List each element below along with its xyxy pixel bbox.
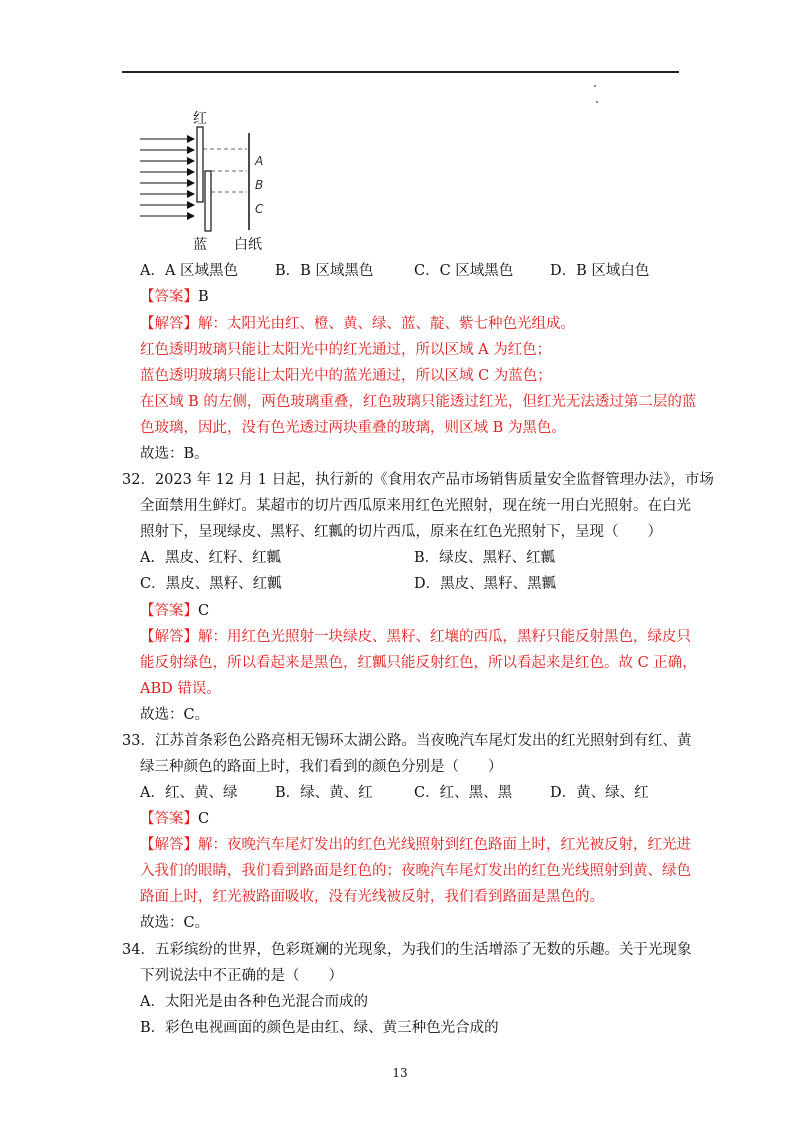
- region-c: C: [255, 202, 264, 216]
- q34-option-a: A．太阳光是由各种色光混合而成的: [140, 994, 368, 1010]
- label-blue: 蓝: [193, 237, 207, 253]
- region-b: B: [255, 178, 264, 192]
- answer-value: B: [198, 289, 209, 305]
- analysis-text: 解：太阳光由红、橙、黄、绿、蓝、靛、紫七种色光组成。: [198, 316, 575, 332]
- q33-analysis-line: 路面上时，红光被路面吸收，没有光线被反射，我们看到路面是黑色的。: [140, 889, 604, 905]
- q33-analysis-line: [140, 835, 691, 855]
- q31-option-a: A．A 区域黑色: [140, 263, 239, 279]
- q33-analysis-line: 入我们的眼睛，我们看到路面是红色的；夜晚汽车尾灯发出的红色光线照射到黄、绿色: [140, 863, 691, 879]
- incident-light-rays: [140, 139, 194, 216]
- analysis-tag: 【解答】: [140, 316, 198, 332]
- header-dot: [594, 85, 596, 87]
- q34-option-b: B．彩色电视画面的颜色是由红、绿、黄三种色光合成的: [140, 1020, 499, 1036]
- q31-analysis-line: [140, 314, 575, 334]
- q32-conclusion: 故选：C。: [140, 707, 210, 723]
- q34-stem-line: 34．五彩缤纷的世界，色彩斑斓的光现象，为我们的生活增添了无数的乐趣。关于光现象: [122, 942, 692, 958]
- q32-stem-line: 全面禁用生鲜灯。某超市的切片西瓜原来用红色光照射，现在统一用白光照射。在白光: [140, 498, 691, 514]
- region-a: A: [255, 154, 264, 168]
- answer-tag: 【答案】: [140, 603, 198, 619]
- q31-option-d: D．B 区域白色: [550, 263, 650, 279]
- q31-analysis-line: 在区域 B 的左侧，两色玻璃重叠，红色玻璃只能透过红光，但红光无法透过第二层的蓝: [140, 394, 697, 410]
- q33-stem-line: 绿三种颜色的路面上时，我们看到的颜色分别是（ ）: [140, 759, 503, 775]
- header-dot: [596, 101, 598, 103]
- q32-stem-line: 照射下，呈现绿皮、黑籽、红瓤的切片西瓜，原来在红色光照射下，呈现（ ）: [140, 524, 662, 540]
- label-red: 红: [193, 111, 207, 127]
- q31-analysis-line: 蓝色透明玻璃只能让太阳光中的蓝光通过，所以区域 C 为蓝色；: [140, 368, 552, 384]
- q32-analysis-line: 能反射绿色，所以看起来是黑色，红瓤只能反射红色，所以看起来是红色。故 C 正确，: [140, 655, 697, 671]
- analysis-text: 解：夜晚汽车尾灯发出的红色光线照射到红色路面上时，红光被反射，红光进: [198, 837, 691, 853]
- q31-option-c: C．C 区域黑色: [414, 263, 514, 279]
- answer-tag: 【答案】: [140, 289, 198, 305]
- q33-option-b: B．绿、黄、红: [275, 785, 373, 801]
- label-paper: 白纸: [234, 237, 262, 253]
- q31-conclusion: 故选：B。: [140, 446, 209, 462]
- q33-conclusion: 故选：C。: [140, 915, 210, 931]
- light-filter-diagram: [130, 105, 280, 257]
- analysis-text: 解：用红色光照射一块绿皮、黑籽、红壤的西瓜，黑籽只能反射黑色，绿皮只: [198, 629, 691, 645]
- q31-analysis-line: 色玻璃，因此，没有色光透过两块重叠的玻璃，则区域 B 为黑色。: [140, 420, 566, 436]
- q33-option-c: C．红、黑、黑: [414, 785, 513, 801]
- q34-stem-line: 下列说法中不正确的是（ ）: [140, 968, 343, 984]
- q32-option-a: A．黑皮、红籽、红瓤: [140, 550, 281, 566]
- q32-stem-line: 32．2023 年 12 月 1 日起，执行新的《食用农产品市场销售质量安全监督管理办法》，市场: [122, 472, 714, 488]
- blue-glass: [205, 171, 211, 231]
- q32-analysis-line: ABD 错误。: [140, 681, 221, 697]
- analysis-tag: 【解答】: [140, 629, 198, 645]
- header-rule: [122, 71, 679, 73]
- q33-answer: [140, 809, 209, 829]
- q33-stem-line: 33．江苏首条彩色公路亮相无锡环太湖公路。当夜晚汽车尾灯发出的红光照射到有红、黄: [122, 733, 692, 749]
- q32-option-d: D．黑皮、黑籽、黑瓤: [414, 576, 557, 592]
- q31-answer: [140, 287, 209, 307]
- q33-option-d: D．黄、绿、红: [550, 785, 649, 801]
- q32-option-c: C．黑皮、黑籽、红瓤: [140, 576, 282, 592]
- page-number: 13: [392, 1066, 408, 1080]
- q31-analysis-line: 红色透明玻璃只能让太阳光中的红光通过，所以区域 A 为红色；: [140, 342, 552, 358]
- answer-tag: 【答案】: [140, 811, 198, 827]
- q32-answer: [140, 601, 209, 621]
- q31-option-b: B．B 区域黑色: [275, 263, 374, 279]
- q33-option-a: A．红、黄、绿: [140, 785, 238, 801]
- q32-analysis-line: [140, 627, 691, 647]
- answer-value: C: [198, 811, 210, 827]
- red-glass: [197, 127, 203, 202]
- answer-value: C: [198, 603, 210, 619]
- analysis-tag: 【解答】: [140, 837, 198, 853]
- q32-option-b: B．绿皮、黑籽、红瓤: [414, 550, 556, 566]
